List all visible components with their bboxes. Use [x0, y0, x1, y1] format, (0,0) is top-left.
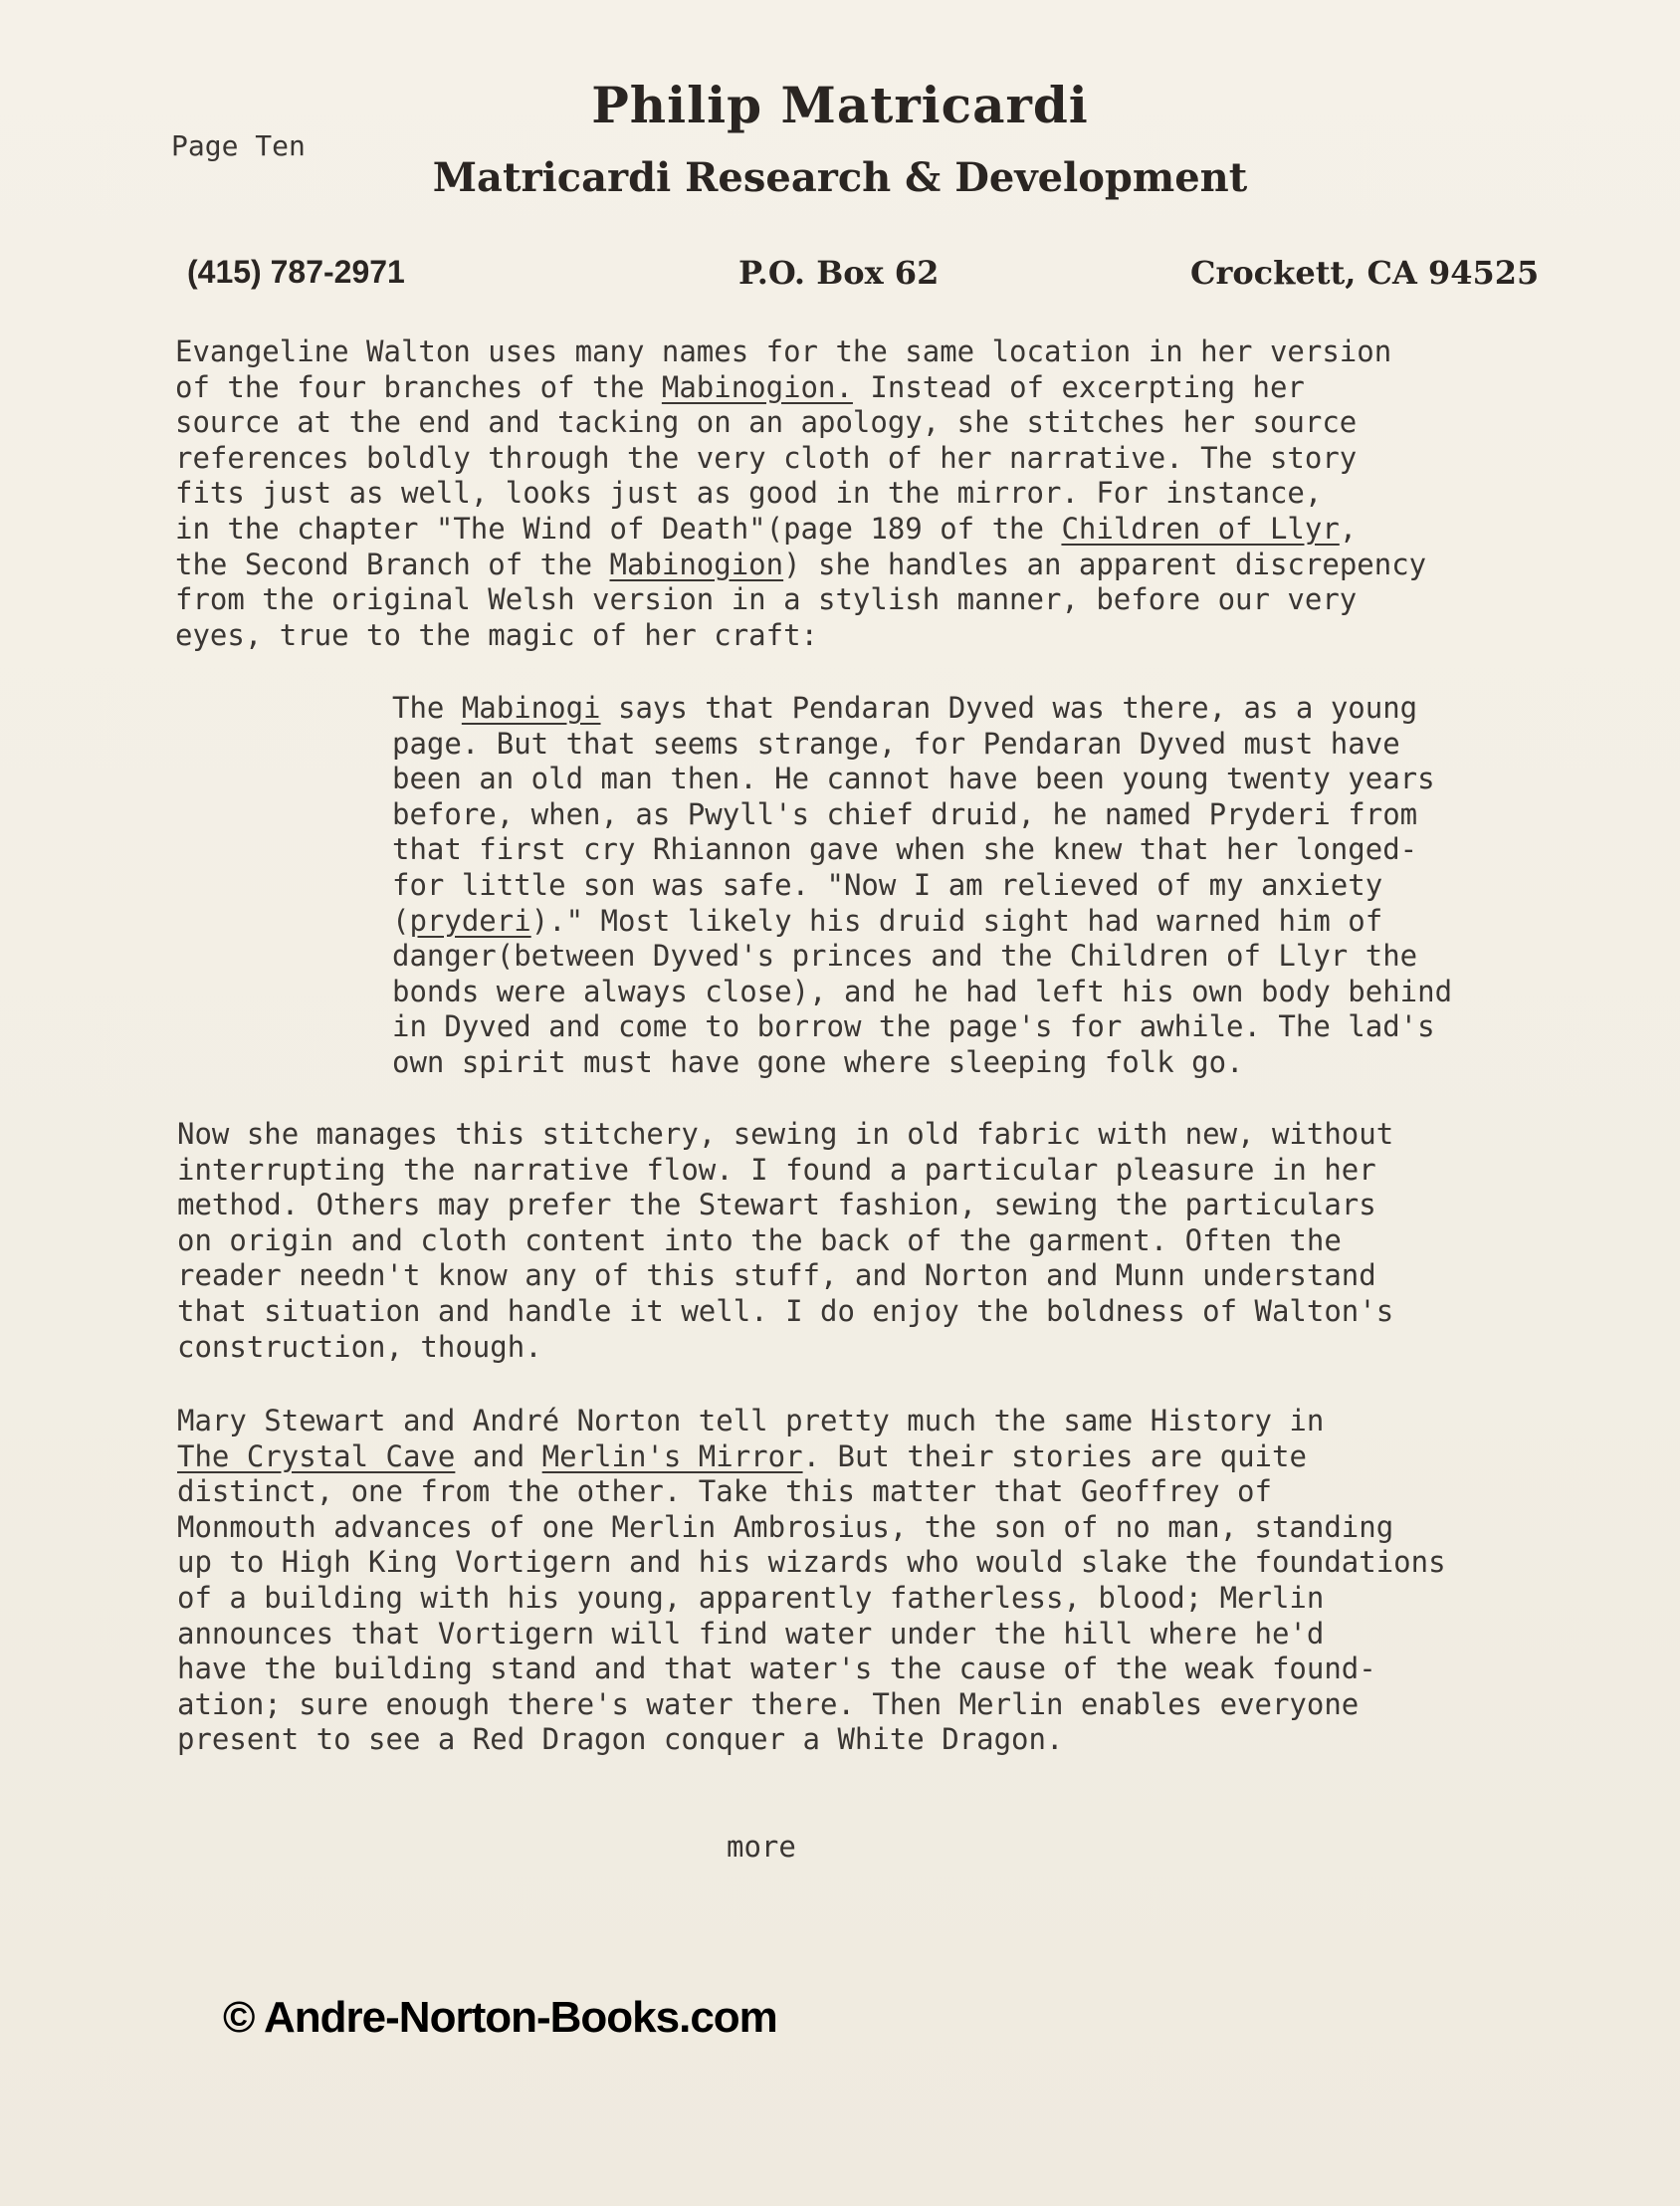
text-line: construction, though. [177, 1329, 542, 1364]
text-line: own spirit must have gone where sleeping folk go. [392, 1044, 1244, 1079]
text-segment: ( [392, 903, 410, 938]
underlined-title: pryderi [409, 903, 531, 938]
copyright-watermark: © Andre-Norton-Books.com [223, 1993, 777, 2042]
block-quote-mabinogi [392, 691, 1452, 1081]
text-line: from the original Welsh version in a stylish manner, before our very [175, 582, 1358, 617]
text-line: announces that Vortigern will find water under the hill where he'd [177, 1616, 1325, 1651]
text-line: ation; sure enough there's water there. Then Merlin enables everyone [177, 1686, 1360, 1721]
text-line [175, 370, 1426, 406]
text-line: interrupting the narrative flow. I found a particular pleasure in her [177, 1152, 1376, 1187]
underlined-title: Mabinogion. [661, 369, 853, 404]
text-segment: The [392, 691, 462, 725]
text-line: of a building with his young, apparently fatherless, blood; Merlin [177, 1580, 1325, 1615]
text-segment: )." Most likely his druid sight had warned him of [530, 903, 1383, 938]
text-segment: and [455, 1438, 542, 1473]
text-segment: Instead of excerpting her [852, 369, 1305, 404]
text-line: have the building stand and that water's the cause of the weak found- [177, 1652, 1376, 1686]
more-continuation: more [727, 1830, 796, 1864]
text-line: Monmouth advances of one Merlin Ambrosius, the son of no man, standing [177, 1509, 1394, 1544]
text-segment: says that Pendaran Dyved was there, as a young [600, 691, 1418, 725]
text-line [175, 512, 1426, 548]
underlined-title: Children of Llyr [1061, 511, 1340, 546]
text-line: Evangeline Walton uses many names for the same location in her version [175, 334, 1392, 368]
text-segment: ) she handles an apparent discrepency [783, 547, 1427, 581]
text-segment: , [1339, 511, 1358, 546]
text-line: before, when, as Pwyll's chief druid, he named Pryderi from [392, 796, 1418, 831]
page-number-label: Page Ten [171, 129, 306, 162]
text-line: that first cry Rhiannon gave when she knew that her longed- [392, 832, 1418, 867]
text-line: Mary Stewart and André Norton tell pretty much the same History in [177, 1404, 1325, 1437]
text-line: distinct, one from the other. Take this matter that Geoffrey of [177, 1474, 1272, 1509]
letterhead-po-box: P.O. Box 62 [738, 254, 940, 292]
letterhead-city: Crockett, CA 94525 [1190, 254, 1540, 292]
text-line: source at the end and tacking on an apology, she stitches her source [175, 405, 1358, 440]
text-line: page. But that seems strange, for Pendaran Dyved must have [392, 726, 1400, 761]
text-line: for little son was safe. "Now I am relieved of my anxiety [392, 867, 1383, 902]
paragraph-stitchery [177, 1117, 1393, 1365]
text-line: Now she manages this stitchery, sewing in old fabric with new, without [177, 1117, 1394, 1151]
underlined-title: Mabinogion [609, 547, 784, 581]
underlined-title: Merlin's Mirror [541, 1438, 803, 1473]
text-segment: of the four branches of the [175, 369, 662, 404]
paragraph-walton [175, 334, 1426, 653]
text-line [175, 548, 1426, 583]
text-line: danger(between Dyved's princes and the Children of Llyr the [392, 939, 1418, 974]
text-line: that situation and handle it well. I do enjoy the boldness of Walton's [177, 1293, 1394, 1328]
text-line: fits just as well, looks just as good in the mirror. For instance, [175, 476, 1323, 511]
text-line: bonds were always close), and he had left his own body behind [392, 974, 1453, 1008]
text-line: up to High King Vortigern and his wizards who would slake the foundations [177, 1545, 1446, 1580]
text-line: reader needn't know any of this stuff, and Norton and Munn understand [177, 1258, 1376, 1293]
text-segment: in the chapter "The Wind of Death"(page 189 of the [175, 511, 1062, 546]
letterhead-name: Philip Matricardi [591, 76, 1089, 134]
text-line [392, 904, 1452, 940]
text-line: present to see a Red Dragon conquer a White Dragon. [177, 1722, 1064, 1757]
text-line [177, 1439, 1446, 1475]
underlined-title: The Crystal Cave [177, 1438, 456, 1473]
text-segment: the Second Branch of the [175, 547, 610, 581]
text-line: references boldly through the very cloth of her narrative. The story [175, 440, 1358, 475]
text-line [392, 691, 1452, 727]
text-line: method. Others may prefer the Stewart fashion, sewing the particulars [177, 1188, 1376, 1222]
paragraph-stewart-norton [177, 1404, 1446, 1758]
text-line: eyes, true to the magic of her craft: [175, 617, 819, 652]
text-line: been an old man then. He cannot have been young twenty years [392, 762, 1435, 796]
text-line: on origin and cloth content into the back of the garment. Often the [177, 1222, 1342, 1257]
underlined-title: Mabinogi [461, 691, 601, 725]
letterhead-company: Matricardi Research & Development [432, 154, 1248, 201]
text-segment: . But their stories are quite [802, 1438, 1307, 1473]
text-line: in Dyved and come to borrow the page's for awhile. The lad's [392, 1009, 1435, 1044]
letterhead-phone: (415) 787-2971 [187, 254, 405, 290]
